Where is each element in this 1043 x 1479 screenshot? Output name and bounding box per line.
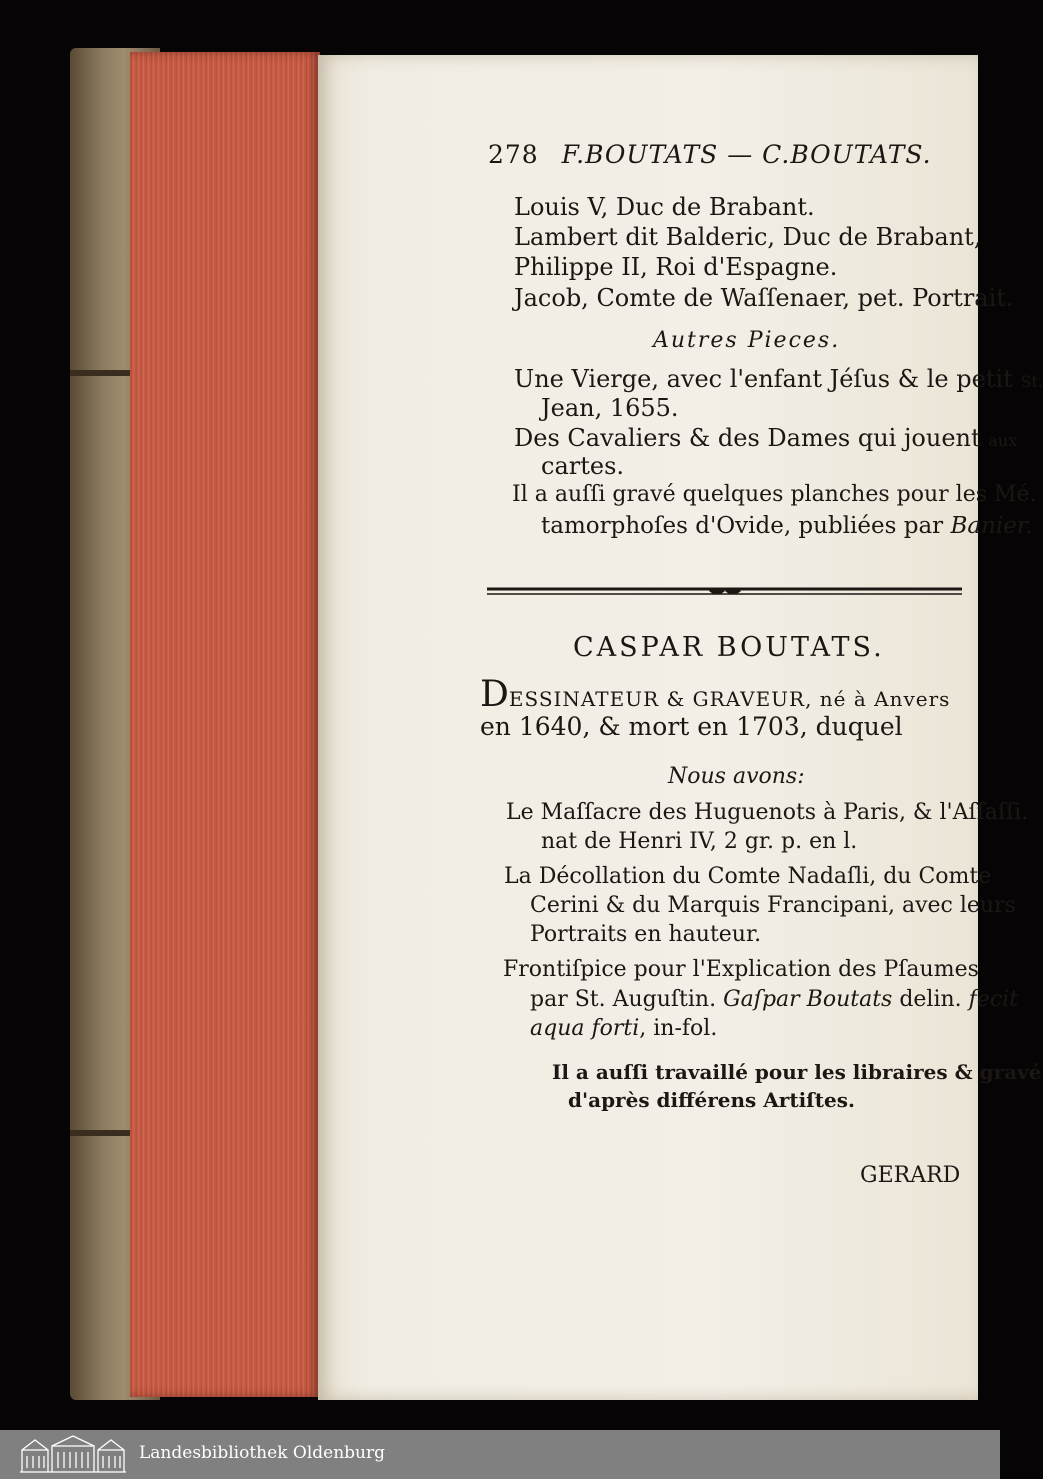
list-item: Le Maſſacre des Huguenots à Paris, & l'Aſſaſſi. bbox=[506, 800, 1029, 825]
list-item: Jacob, Comte de Waſſenaer, pet. Portrait. bbox=[514, 284, 1014, 312]
entry-text: delin. bbox=[899, 987, 962, 1012]
entry-text: tamorphoſes d'Ovide, publiées par bbox=[541, 513, 944, 539]
entry-text: St. bbox=[1020, 372, 1043, 391]
list-item-continuation: Portraits en hauteur. bbox=[530, 922, 762, 947]
page-number: 278 bbox=[488, 140, 539, 169]
catchword: GERARD bbox=[860, 1163, 961, 1188]
entry-text: fecit bbox=[968, 987, 1019, 1012]
library-name: Landesbibliothek Oldenburg bbox=[139, 1443, 386, 1463]
list-item: Philippe II, Roi d'Espagne. bbox=[514, 253, 838, 281]
entry-text: aqua forti bbox=[530, 1016, 640, 1041]
intro-line bbox=[480, 674, 951, 715]
list-item-continuation bbox=[530, 985, 1018, 1015]
footer-bar bbox=[0, 1430, 1000, 1479]
list-item: Il a auſſi gravé quelques planches pour les Mé. bbox=[512, 482, 1037, 507]
entry-text: Une Vierge, avec l'enfant Jéſus & le petit bbox=[514, 365, 1013, 393]
library-building-icon bbox=[18, 1434, 128, 1474]
list-item-continuation: cartes. bbox=[541, 452, 625, 480]
intro-text: ESSINATEUR & GRAVEUR, né à Anvers bbox=[508, 687, 951, 711]
running-header bbox=[488, 140, 932, 170]
ornamental-rule bbox=[487, 584, 962, 598]
list-item: Louis V, Duc de Brabant. bbox=[514, 193, 815, 221]
section-heading: Nous avons: bbox=[668, 764, 805, 789]
artist-name: Gaſpar Boutats bbox=[723, 987, 893, 1012]
list-item-continuation bbox=[541, 511, 1033, 541]
list-item: Frontiſpice pour l'Explication des Pſaumes bbox=[503, 957, 979, 982]
entry-text: , in-fol. bbox=[639, 1016, 718, 1041]
list-item-continuation bbox=[530, 1014, 717, 1044]
list-item-continuation: nat de Henri IV, 2 gr. p. en l. bbox=[541, 829, 858, 854]
running-title: F.BOUTATS — C.BOUTATS. bbox=[561, 140, 932, 169]
entry-text: Des Cavaliers & des Dames qui jouent bbox=[514, 424, 981, 452]
list-item: Lambert dit Balderic, Duc de Brabant, bbox=[514, 223, 982, 251]
author-name: Banier. bbox=[950, 513, 1033, 539]
list-item-continuation: Jean, 1655. bbox=[541, 394, 679, 422]
note-line: d'après différens Artiſtes. bbox=[568, 1088, 855, 1112]
entry-title: CASPAR BOUTATS. bbox=[573, 632, 885, 663]
note-line: Il a auſſi travaillé pour les libraires & gravé bbox=[552, 1060, 1042, 1084]
intro-line: en 1640, & mort en 1703, duquel bbox=[480, 712, 903, 741]
list-item-continuation: Cerini & du Marquis Francipani, avec leurs bbox=[530, 893, 1016, 918]
drop-cap: D bbox=[480, 674, 509, 715]
list-item: La Décollation du Comte Nadaſli, du Comte bbox=[504, 864, 992, 889]
entry-text: par St. Auguſtin. bbox=[530, 987, 717, 1012]
section-heading: Autres Pieces. bbox=[653, 328, 841, 353]
entry-text: aux bbox=[988, 431, 1018, 450]
